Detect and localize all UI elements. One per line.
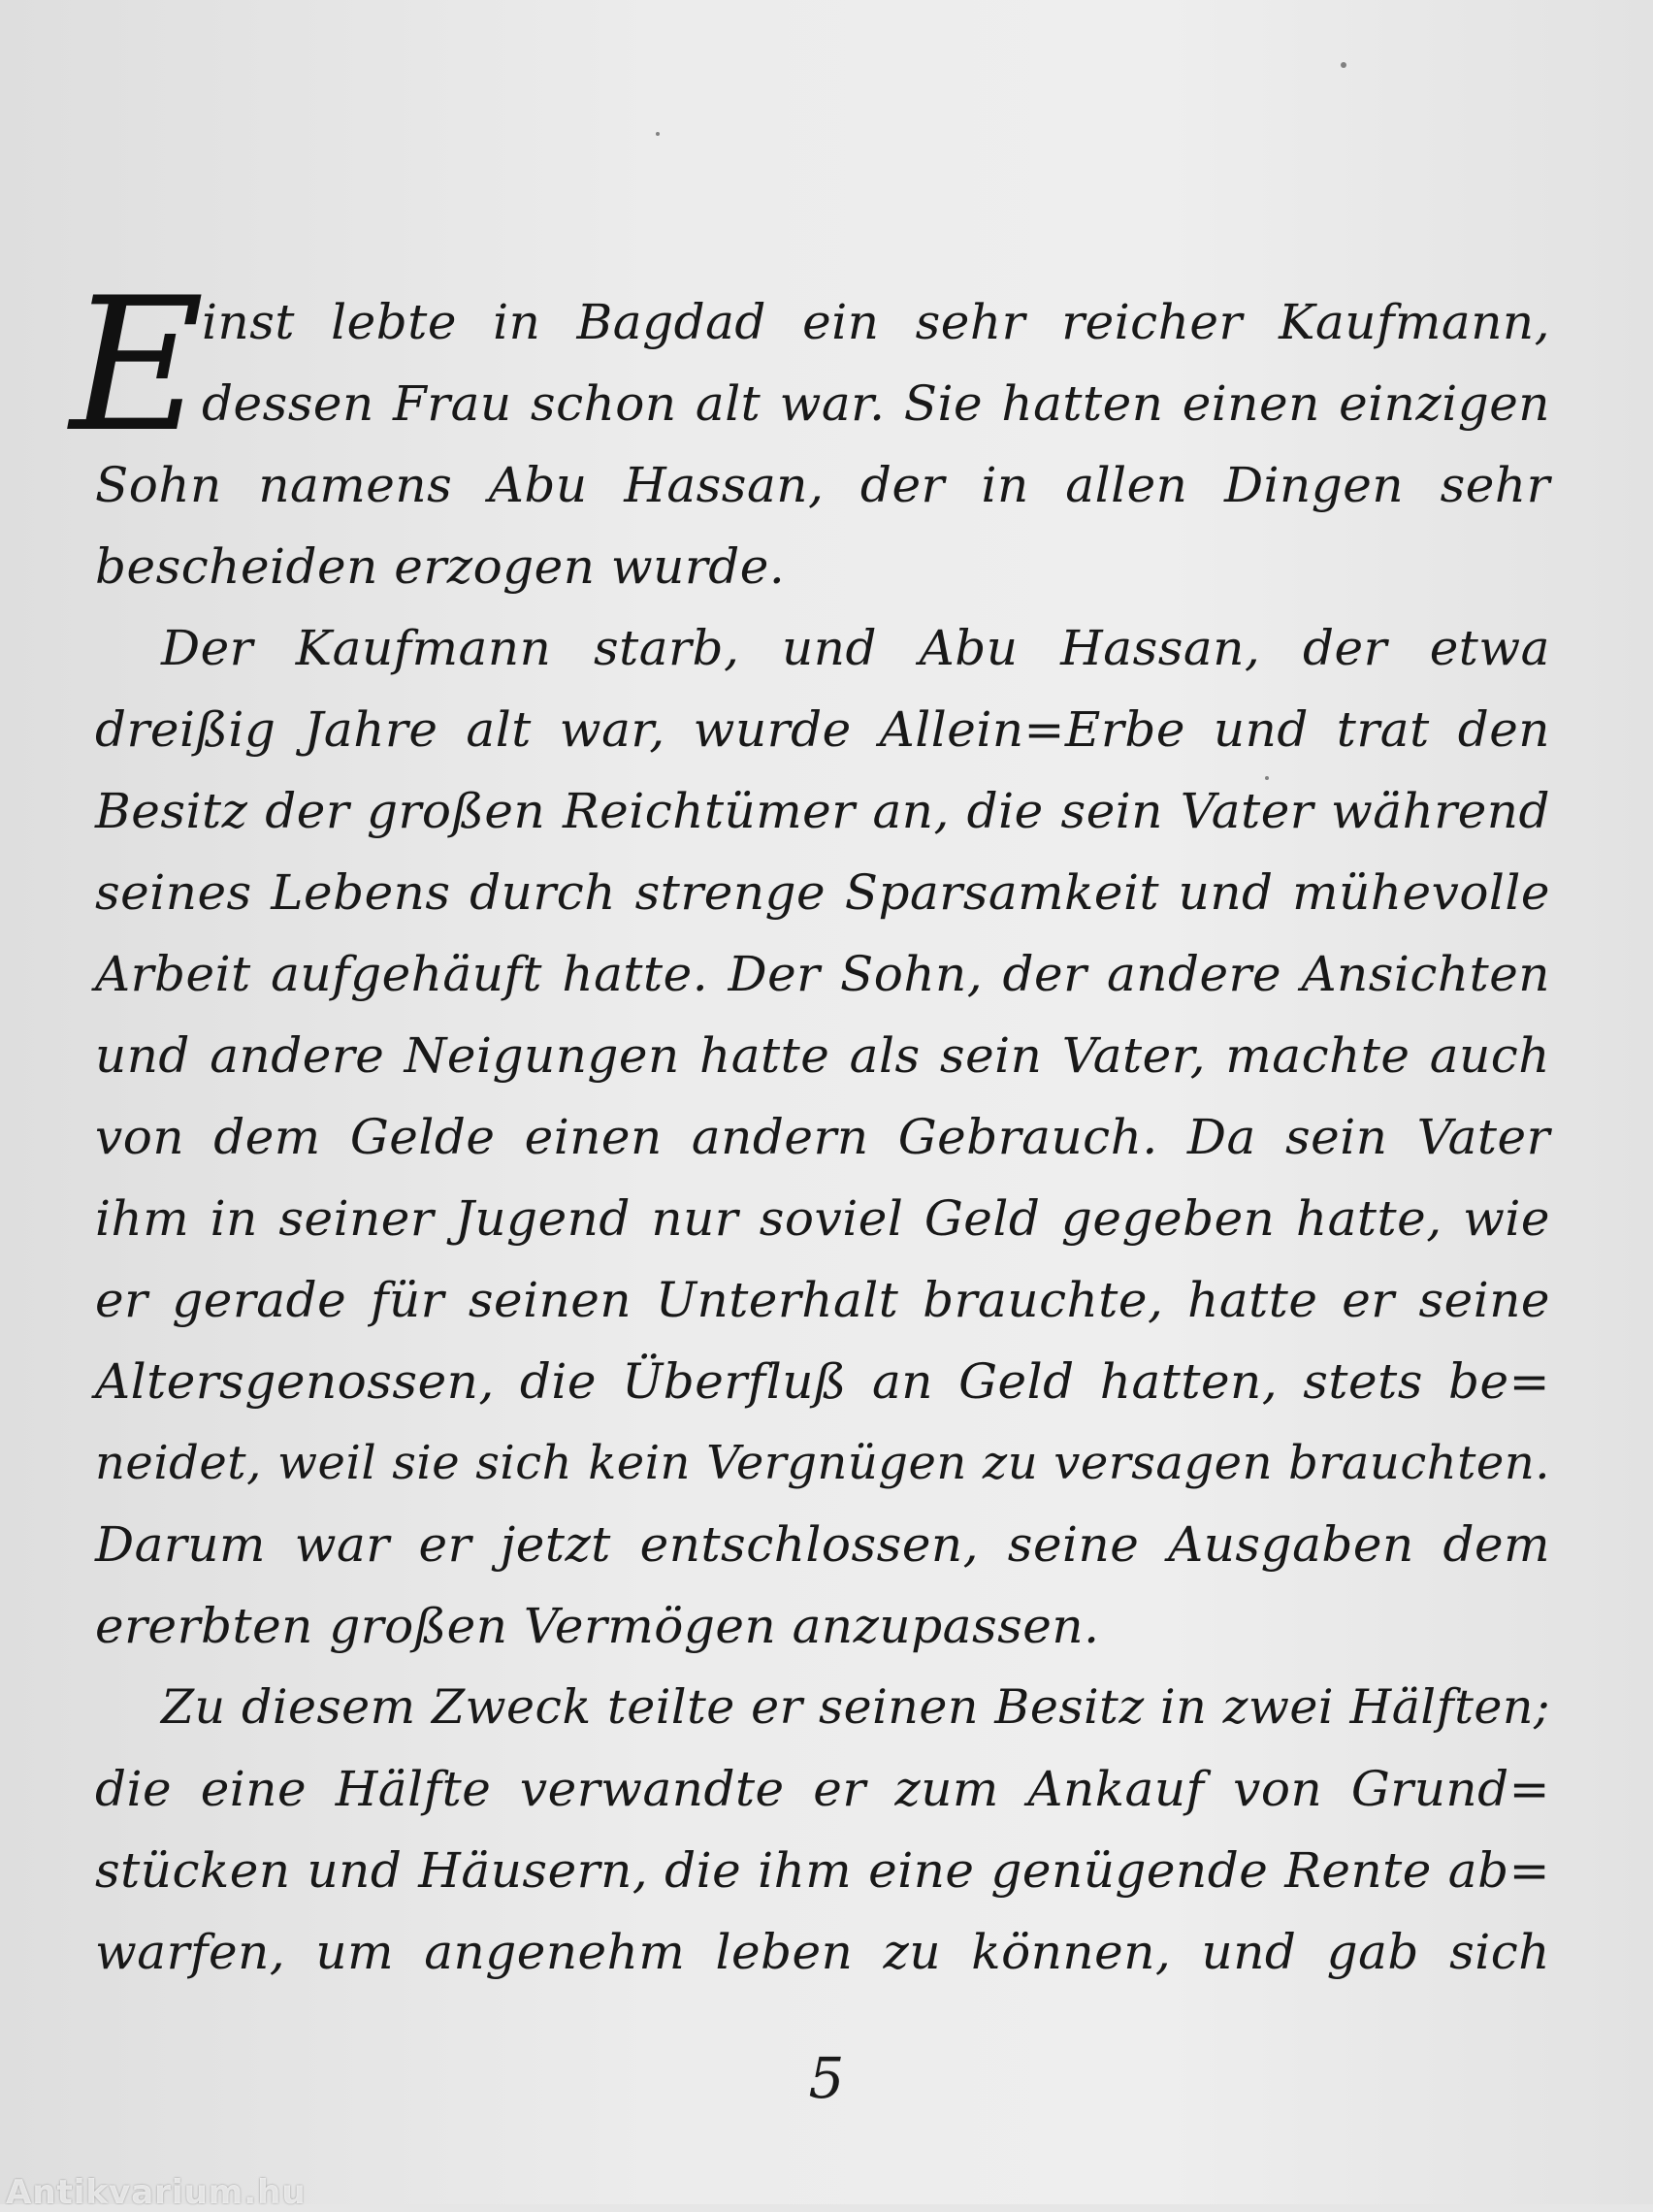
- text-line: von dem Gelde einen andern Gebrauch. Da sein Vater: [95, 1109, 1550, 1165]
- text-line: Arbeit aufgehäuft hatte. Der Sohn, der andere Ansichten: [95, 946, 1550, 1002]
- watermark-logo: Antikvarium.hu: [6, 2173, 307, 2212]
- text-line: inst lebte in Bagdad ein sehr reicher Kaufmann,: [202, 294, 1550, 350]
- text-line: dreißig Jahre alt war, wurde Allein=Erbe und trat den: [95, 701, 1550, 758]
- show-through-text: [0, 0, 1653, 262]
- text-line: die eine Hälfte verwandte er zum Ankauf von Grund=: [95, 1761, 1550, 1817]
- text-line: Sohn namens Abu Hassan, der in allen Dingen sehr: [95, 457, 1550, 513]
- text-line: Zu diesem Zweck teilte er seinen Besitz in zwei Hälften;: [161, 1679, 1550, 1735]
- text-line: seines Lebens durch strenge Sparsamkeit und mühevolle: [95, 864, 1550, 921]
- page-number: 5: [808, 2045, 845, 2111]
- text-line: bescheiden erzogen wurde.: [95, 538, 786, 595]
- text-line: neidet, weil sie sich kein Vergnügen zu versagen brauchten.: [95, 1436, 1550, 1490]
- text-line: Altersgenossen, die Überfluß an Geld hatten, stets be=: [95, 1353, 1550, 1410]
- paper-speck: [656, 132, 660, 136]
- text-line: er gerade für seinen Unterhalt brauchte, hatte er seine: [95, 1272, 1550, 1328]
- body-text: [95, 281, 1550, 1993]
- text-line: warfen, um angenehm leben zu können, und gab sich: [95, 1924, 1550, 1980]
- paper-speck: [1341, 62, 1346, 68]
- text-line: stücken und Häusern, die ihm eine genügende Rente ab=: [95, 1842, 1550, 1899]
- text-line: und andere Neigungen hatte als sein Vater, machte auch: [95, 1027, 1550, 1084]
- text-line: Darum war er jetzt entschlossen, seine Ausgaben dem: [95, 1516, 1550, 1573]
- text-line: Der Kaufmann starb, und Abu Hassan, der etwa: [161, 620, 1550, 676]
- text-line: ihm in seiner Jugend nur soviel Geld gegeben hatte, wie: [95, 1190, 1550, 1247]
- text-line: dessen Frau schon alt war. Sie hatten einen einzigen: [202, 375, 1550, 432]
- drop-cap: E: [70, 258, 205, 472]
- text-line: Besitz der großen Reichtümer an, die sein Vater während: [95, 783, 1550, 839]
- text-line: ererbten großen Vermögen anzupassen.: [95, 1598, 1100, 1654]
